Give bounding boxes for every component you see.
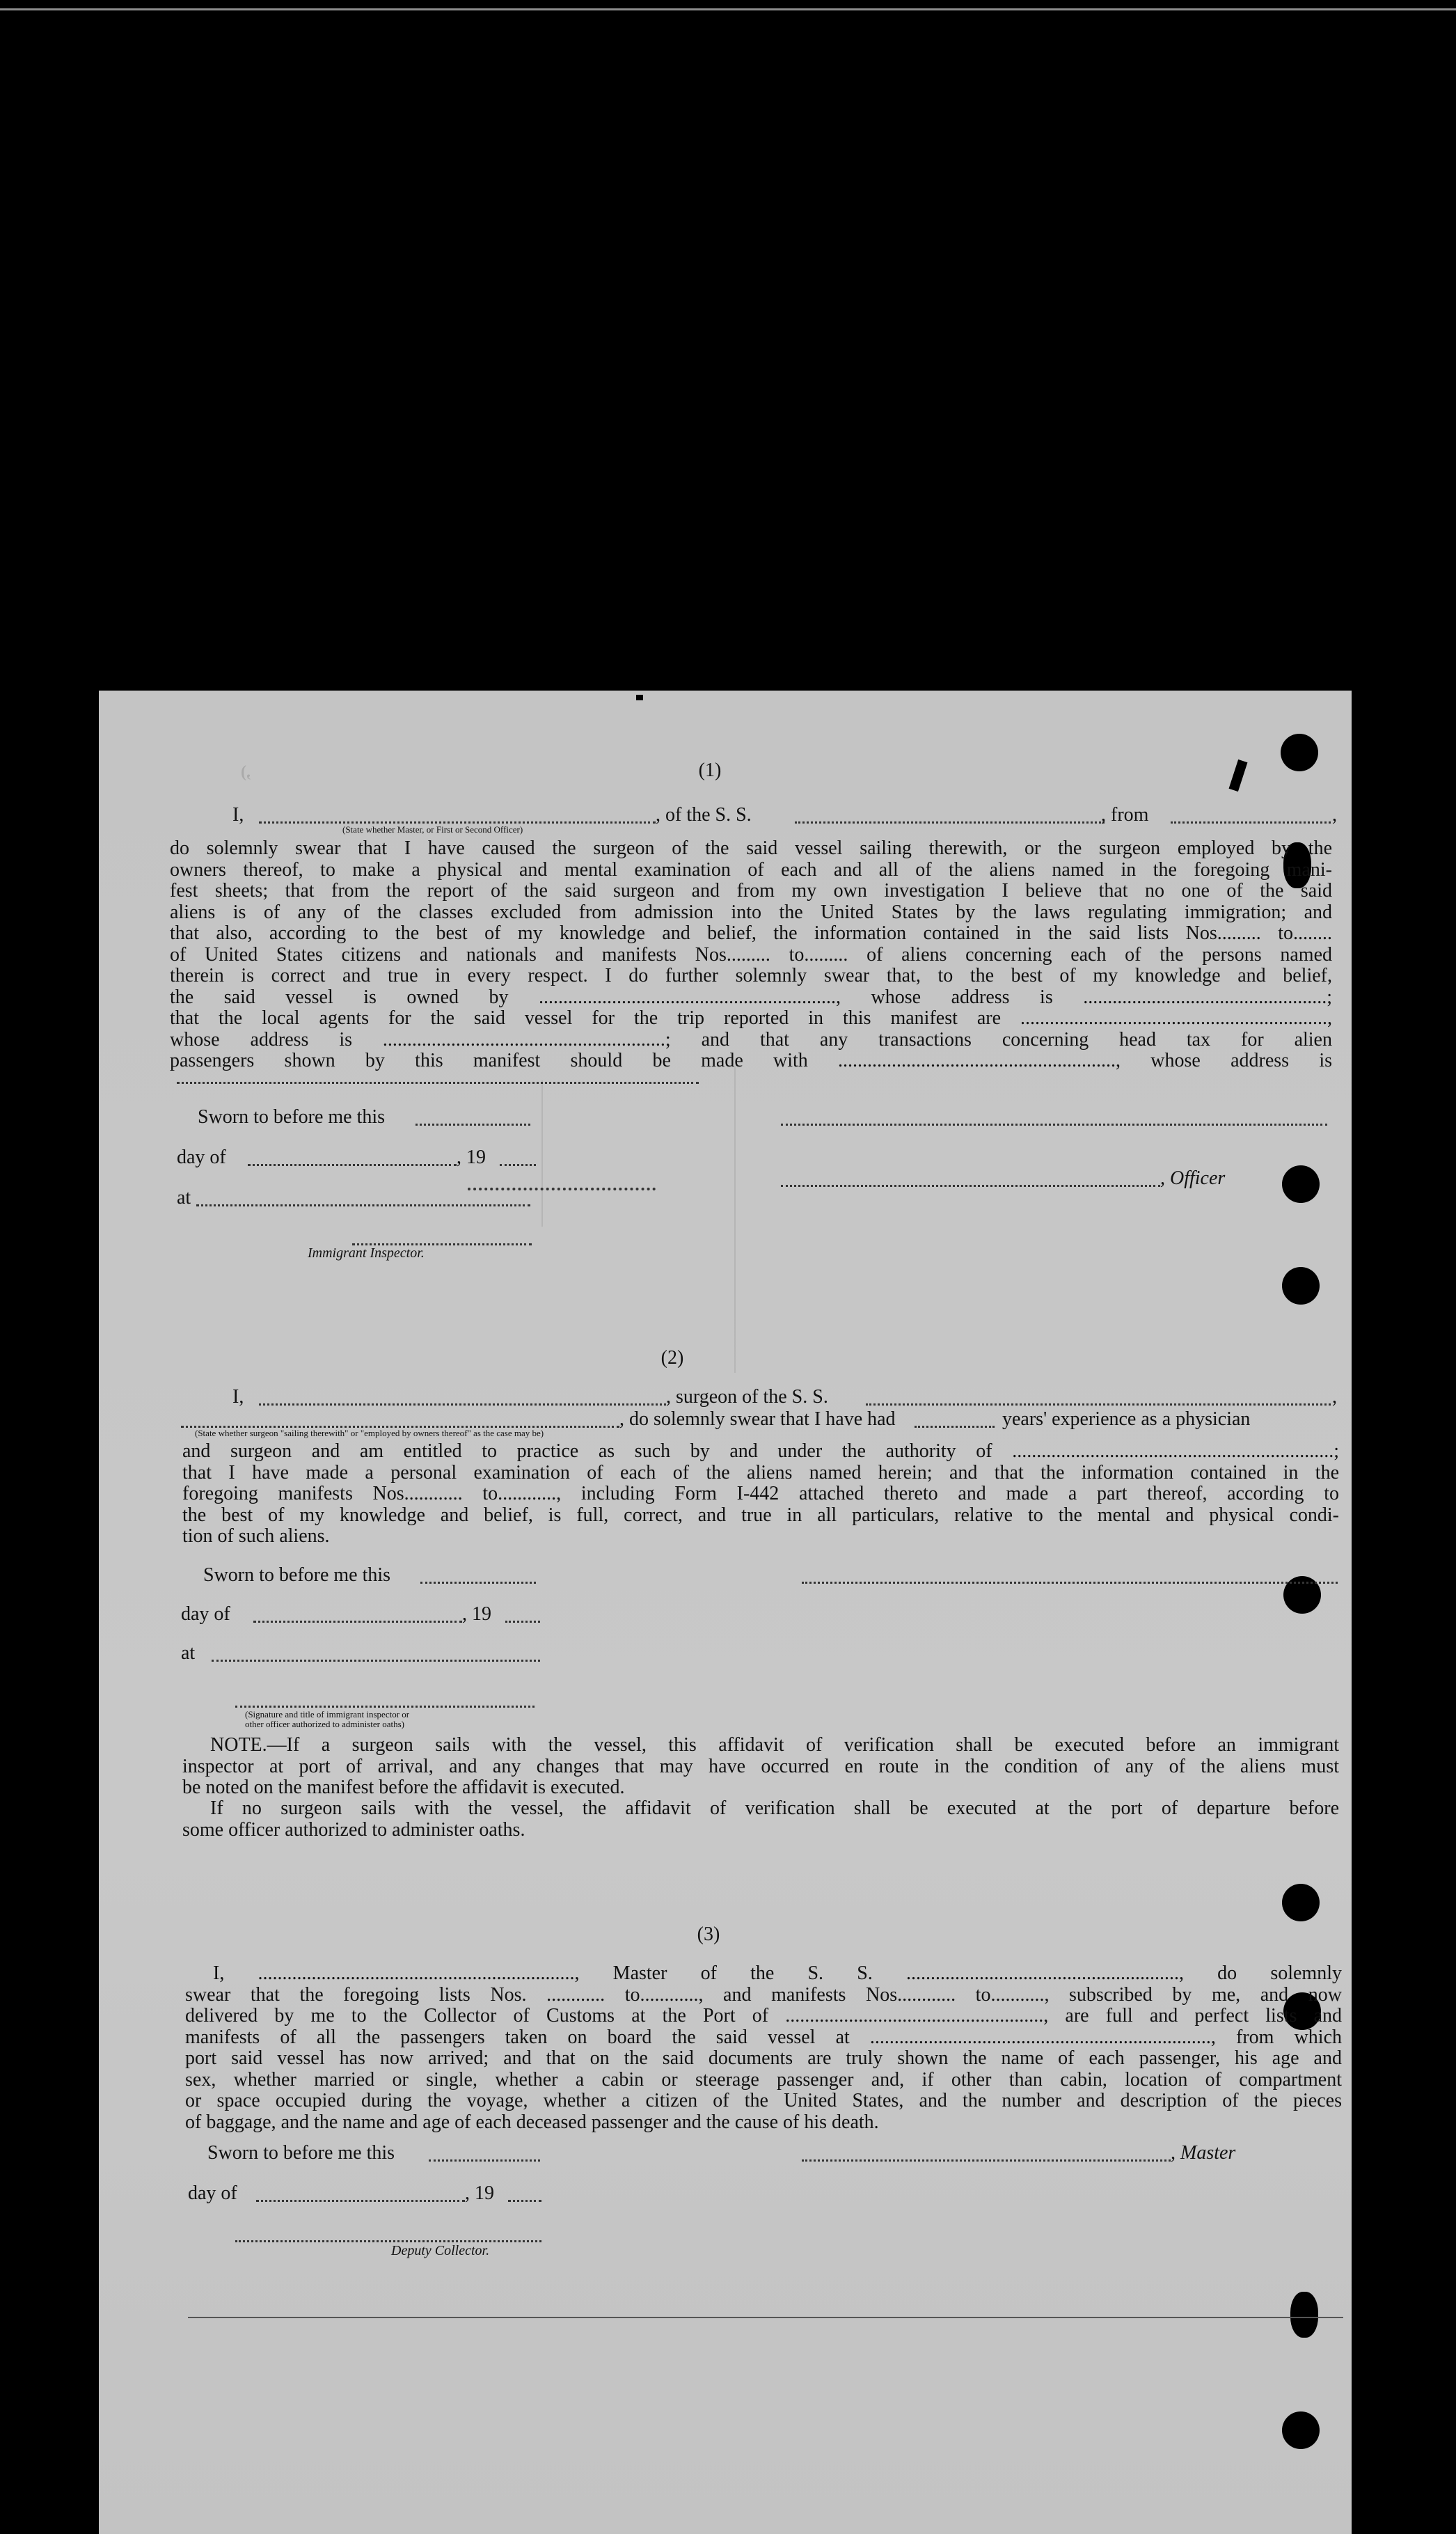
note-line: be noted on the manifest before the affidavit is executed. <box>182 1777 625 1798</box>
surgeon-vessel-field[interactable] <box>866 1403 1331 1406</box>
sworn-label: Sworn to before me this <box>207 2142 395 2164</box>
sworn-label: Sworn to before me this <box>203 1564 391 1586</box>
paragraph-line: swear that the foregoing lists Nos. ............ to............, and manifests Nos............ to..........., subscribed by me, and now <box>185 1983 1342 2006</box>
section-1-paragraph <box>170 838 1332 1072</box>
at-label: at <box>177 1187 191 1209</box>
paragraph-line: therein is correct and true in every respect. I do further solemnly swear that, to the best of my knowledge and belief, <box>170 965 1332 986</box>
section-3-paragraph <box>185 1963 1342 2133</box>
paragraph-line: manifests of all the passengers taken on board the said vessel at ......................................................................, from which <box>185 2026 1342 2048</box>
section-1-lead: I, <box>232 804 244 826</box>
master-label: , Master <box>1171 2142 1236 2164</box>
line-end-comma: , <box>1332 1386 1337 1408</box>
sworn-label: Sworn to before me this <box>198 1106 386 1128</box>
officer-title-field[interactable] <box>259 821 656 824</box>
from-label: , from <box>1101 804 1149 826</box>
paragraph-line: and surgeon and am entitled to practice as such by and under the authority of ..................................................................; <box>182 1440 1339 1462</box>
ink-mark <box>1229 760 1248 792</box>
section-1-number: (1) <box>698 760 722 781</box>
signature-note-line: (Signature and title of immigrant inspector or <box>245 1709 410 1720</box>
sworn-day-field[interactable] <box>429 2159 540 2162</box>
year-field[interactable] <box>505 1621 540 1623</box>
bleed-through-rule <box>734 1067 736 1373</box>
officer-signature-field[interactable] <box>781 1124 1327 1126</box>
bleed-through-text: ,) <box>224 763 251 781</box>
paragraph-line: delivered by me to the Collector of Customs at the Port of ....................................................., are full and perfect lists and <box>185 2005 1342 2027</box>
paragraph-line: passengers shown by this manifest should be made with ........................................................., whose address is <box>170 1050 1332 1071</box>
swear-label: , do solemnly swear that I have had <box>619 1408 896 1430</box>
inspector-label: Immigrant Inspector. <box>308 1245 425 1261</box>
section-3-number: (3) <box>697 1923 720 1945</box>
officer-label: , Officer <box>1160 1167 1226 1189</box>
note-line: NOTE.—If a surgeon sails with the vessel, this affidavit of verification shall be executed before an immigrant <box>210 1734 1339 1756</box>
note-line: inspector at port of arrival, and any changes that may have occurred en route in the condition of any of the aliens must <box>182 1755 1339 1777</box>
paragraph-line: that also, according to the best of my knowledge and belief, the information contained in the said lists Nos......... to........ <box>170 922 1332 944</box>
of-ss-label: , of the S. S. <box>656 804 752 826</box>
year-label: , 19 <box>462 1603 491 1625</box>
bleed-through-rule <box>541 1080 543 1227</box>
manifest-form-page <box>99 691 1352 2534</box>
punch-hole <box>1281 734 1318 771</box>
collector-label: Deputy Collector. <box>391 2243 490 2258</box>
paragraph-line: that the local agents for the said vessel for the trip reported in this manifest are ..............................................................., <box>170 1007 1332 1029</box>
surgeon-signature-field[interactable] <box>802 1582 1338 1584</box>
month-field[interactable] <box>256 2200 465 2202</box>
punch-hole <box>1282 1267 1320 1305</box>
day-of-label: day of <box>181 1603 230 1625</box>
punch-hole <box>1290 2292 1318 2338</box>
paragraph-line: port said vessel has now arrived; and that on the said documents are truly shown the name of each passenger, his age and <box>185 2047 1342 2069</box>
paragraph-line: of United States citizens and nationals and manifests Nos......... to......... of aliens concerning each of the persons named <box>170 943 1332 966</box>
section-2-lead: I, <box>232 1386 244 1408</box>
year-field[interactable] <box>500 1164 536 1166</box>
bottom-rule <box>188 2317 1343 2318</box>
month-field[interactable] <box>248 1164 457 1166</box>
paragraph-line: foregoing manifests Nos............ to............, including Form I-442 attached thereto and made a part thereof, according to <box>182 1483 1339 1504</box>
surgeon-of-ss-label: , surgeon of the S. S. <box>666 1386 828 1408</box>
inspector-signature-field[interactable] <box>235 1706 535 1708</box>
paragraph-line: sex, whether married or single, whether a cabin or steerage passenger and, if other than cabin, location of compartment <box>185 2068 1342 2091</box>
officer-name-field[interactable] <box>781 1185 1160 1187</box>
paragraph-line: whose address is ..........................................................; and that any transactions concerning head tax for alien <box>170 1028 1332 1050</box>
section-2-paragraph <box>182 1441 1339 1547</box>
punch-hole <box>1282 2411 1320 2449</box>
ink-mark <box>636 695 643 700</box>
stamp-dots <box>468 1188 656 1190</box>
section-2-number: (2) <box>660 1347 684 1369</box>
note-line: If no surgeon sails with the vessel, the affidavit of verification shall be executed at the port of departure before <box>210 1797 1339 1819</box>
departure-port-field[interactable] <box>1171 821 1331 824</box>
punch-hole <box>1282 1884 1320 1921</box>
surgeon-name-field[interactable] <box>259 1403 666 1406</box>
note-line: some officer authorized to administer oaths. <box>182 1818 525 1841</box>
day-of-label: day of <box>177 1147 226 1168</box>
year-field[interactable] <box>508 2200 541 2202</box>
collector-signature-field[interactable] <box>235 2240 541 2242</box>
line-end-comma: , <box>1332 804 1337 826</box>
paragraph-line: I, ................................................................., Master of the S. S. ........................................................, do solemnly <box>213 1962 1342 1984</box>
paragraph-line: fest sheets; that from the report of the said surgeon and from my own investigation I believe that no one of the said <box>170 880 1332 902</box>
surgeon-note <box>182 1735 1339 1841</box>
surgeon-status-note: (State whether surgeon "sailing therewith" or "employed by owners thereof" as the case may be) <box>195 1428 544 1438</box>
sworn-day-field[interactable] <box>420 1582 536 1584</box>
address-continuation-field[interactable] <box>177 1082 699 1084</box>
year-label: , 19 <box>457 1147 486 1168</box>
paragraph-line: that I have made a personal examination of each of the aliens named herein; and that the information contained in the <box>182 1461 1339 1484</box>
month-field[interactable] <box>253 1621 462 1623</box>
vessel-name-field[interactable] <box>795 821 1105 824</box>
place-field[interactable] <box>196 1204 530 1206</box>
paragraph-line: aliens is of any of the classes excluded from admission into the United States by the laws regulating immigration; and <box>170 901 1332 923</box>
place-field[interactable] <box>212 1660 540 1662</box>
top-edge-line <box>0 8 1456 10</box>
master-signature-field[interactable] <box>802 2159 1171 2162</box>
years-experience-label: years' experience as a physician <box>1002 1408 1251 1430</box>
paragraph-line: owners thereof, to make a physical and mental examination of each and all of the aliens named in the foregoing mani- <box>170 858 1332 881</box>
years-field[interactable] <box>915 1426 995 1428</box>
paragraph-line: the said vessel is owned by ............................................................., whose address is ..................................................; <box>170 986 1332 1008</box>
officer-title-note: (State whether Master, or First or Second Officer) <box>342 824 523 835</box>
year-label: , 19 <box>465 2182 494 2204</box>
paragraph-line: or space occupied during the voyage, whether a citizen of the United States, and the number and description of the pieces <box>185 2090 1342 2111</box>
signature-note-line: other officer authorized to administer oaths) <box>245 1719 404 1729</box>
punch-hole <box>1282 1165 1320 1203</box>
sworn-day-field[interactable] <box>416 1124 530 1126</box>
paragraph-line: do solemnly swear that I have caused the surgeon of the said vessel sailing therewith, or the surgeon employed by the <box>170 837 1332 859</box>
paragraph-line: the best of my knowledge and belief, is full, correct, and true in all particulars, relative to the mental and physical condi- <box>182 1504 1339 1526</box>
at-label: at <box>181 1642 196 1664</box>
paragraph-line: tion of such aliens. <box>182 1525 330 1547</box>
paragraph-line: of baggage, and the name and age of each deceased passenger and the cause of his death. <box>185 2111 879 2133</box>
day-of-label: day of <box>188 2182 237 2204</box>
